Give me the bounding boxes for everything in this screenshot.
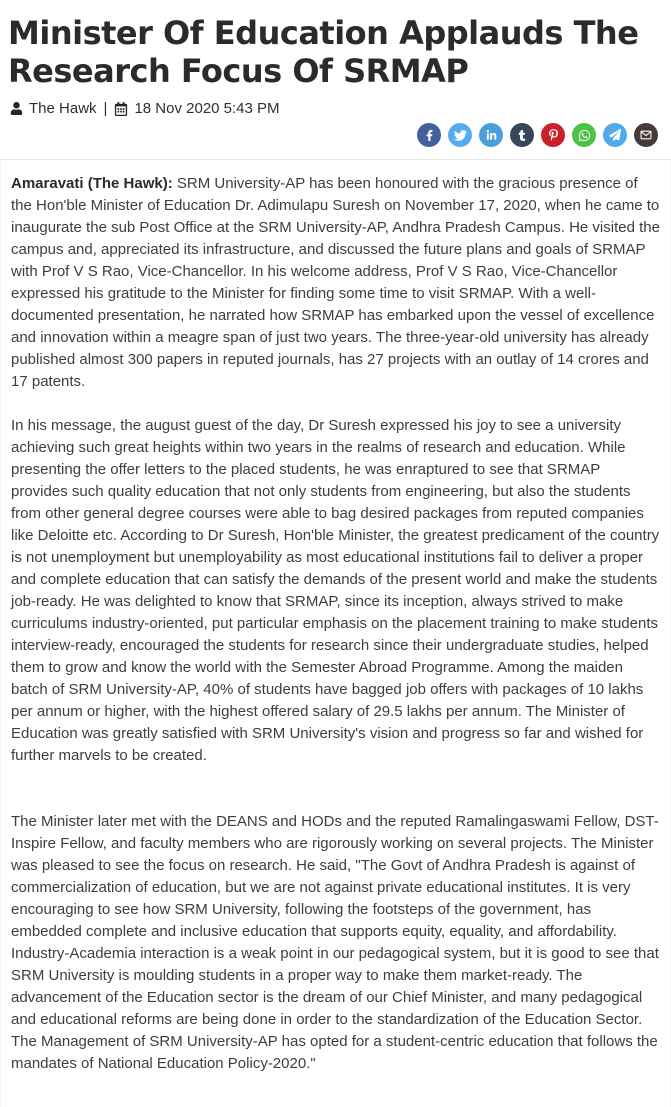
author-icon: [10, 102, 23, 115]
paragraph-1-text: SRM University-AP has been honoured with the gracious presence of the Hon'ble Minister of Education Dr. Adimulapu Suresh on November 17, 2020, when he came to inaugurate the sub Post Office at the SRM University-AP, Andhra Pradesh Campus. He visited the campus and, appreciated its infrastructure, and discussed the future plans and goals of SRMAP with Prof V S Rao, Vice-Chancellor. In his welcome address, Prof V S Rao, Vice-Chancellor expressed his gratitude to the Minister for finding some time to visit SRMAP. With a well-documented presentation, he narrated how SRMAP has embarked upon the vessel of excellence and innovation within a meagre span of just two years. The three-year-old university has already published almost 300 papers in reputed journals, has 27 projects with an outlay of 14 crores and 17 patents.: [11, 175, 660, 390]
article-page: [0, 14, 671, 1107]
page-title: Minister Of Education Applauds The Research Focus Of SRMAP: [8, 14, 639, 90]
author-name[interactable]: The Hawk: [29, 100, 97, 117]
dateline-lead: Amaravati (The Hawk):: [11, 175, 173, 192]
twitter-share-icon[interactable]: [448, 123, 472, 147]
facebook-share-icon[interactable]: [417, 123, 441, 147]
tumblr-share-icon[interactable]: [510, 123, 534, 147]
byline: [10, 100, 671, 117]
article-paragraph-3: The Minister later met with the DEANS and HODs and the reputed Ramalingaswami Fellow, DST-Inspire Fellow, and faculty members who are rigorously working on several projects. The Minister was pleased to see the focus on research. He said, "The Govt of Andhra Pradesh is against of commercialization of education, but we are not against private educational institutes. It is very encouraging to see how SRM University, following the footsteps of the government, has embedded complete and inclusive education that supports equity, equality, and affordability. Industry-Academia interaction is a weak point in our pedagogical system, but it is good to see that SRM University is moulding students in a proper way to make them market-ready. The advancement of the Education sector is the dream of our Chief Minister, and many pedagogical and educational reforms are being done in order to the standardization of the Education Sector. The Management of SRM University-AP has opted for a student-centric education that follows the mandates of National Education Policy-2020.": [11, 813, 659, 1072]
email-share-icon[interactable]: [634, 123, 658, 147]
article-body: [0, 159, 671, 1107]
linkedin-share-icon[interactable]: [479, 123, 503, 147]
article-paragraph-2: In his message, the august guest of the day, Dr Suresh expressed his joy to see a university achieving such great heights within two years in the realms of research and education. While presenting the offer letters to the placed students, he was enraptured to see that SRMAP provides such quality education that not only students from engineering, but also the students from other general degree courses were able to bag desired packages from reputed companies like Deloitte etc. According to Dr Suresh, Hon'ble Minister, the greatest predicament of the country is not unemployment but unemployability as most educational institutions fail to deliver a proper and complete education that can satisfy the demands of the present world and make the students job-ready. He was delighted to know that SRMAP, since its inception, always strived to make curriculums industry-oriented, put particular emphasis on the placement training to make students interview-ready, encouraged the students for research since their undergraduate studies, helped them to grow and know the world with the Semester Abroad Programme. Among the maiden batch of SRM University-AP, 40% of students have bagged job offers with packages of 10 lakhs per annum or higher, with the highest offered salary of 29.5 lakhs per annum. The Minister of Education was greatly satisfied with SRM University's vision and progress so far and wished for further marvels to be created.: [11, 417, 660, 764]
pinterest-share-icon[interactable]: [541, 123, 565, 147]
whatsapp-share-icon[interactable]: [572, 123, 596, 147]
telegram-share-icon[interactable]: [603, 123, 627, 147]
share-bar: [0, 123, 658, 147]
article-paragraph-1: [11, 173, 660, 393]
byline-separator: |: [103, 100, 108, 117]
publish-date: 18 Nov 2020 5:43 PM: [134, 100, 280, 117]
calendar-icon: [114, 102, 128, 116]
